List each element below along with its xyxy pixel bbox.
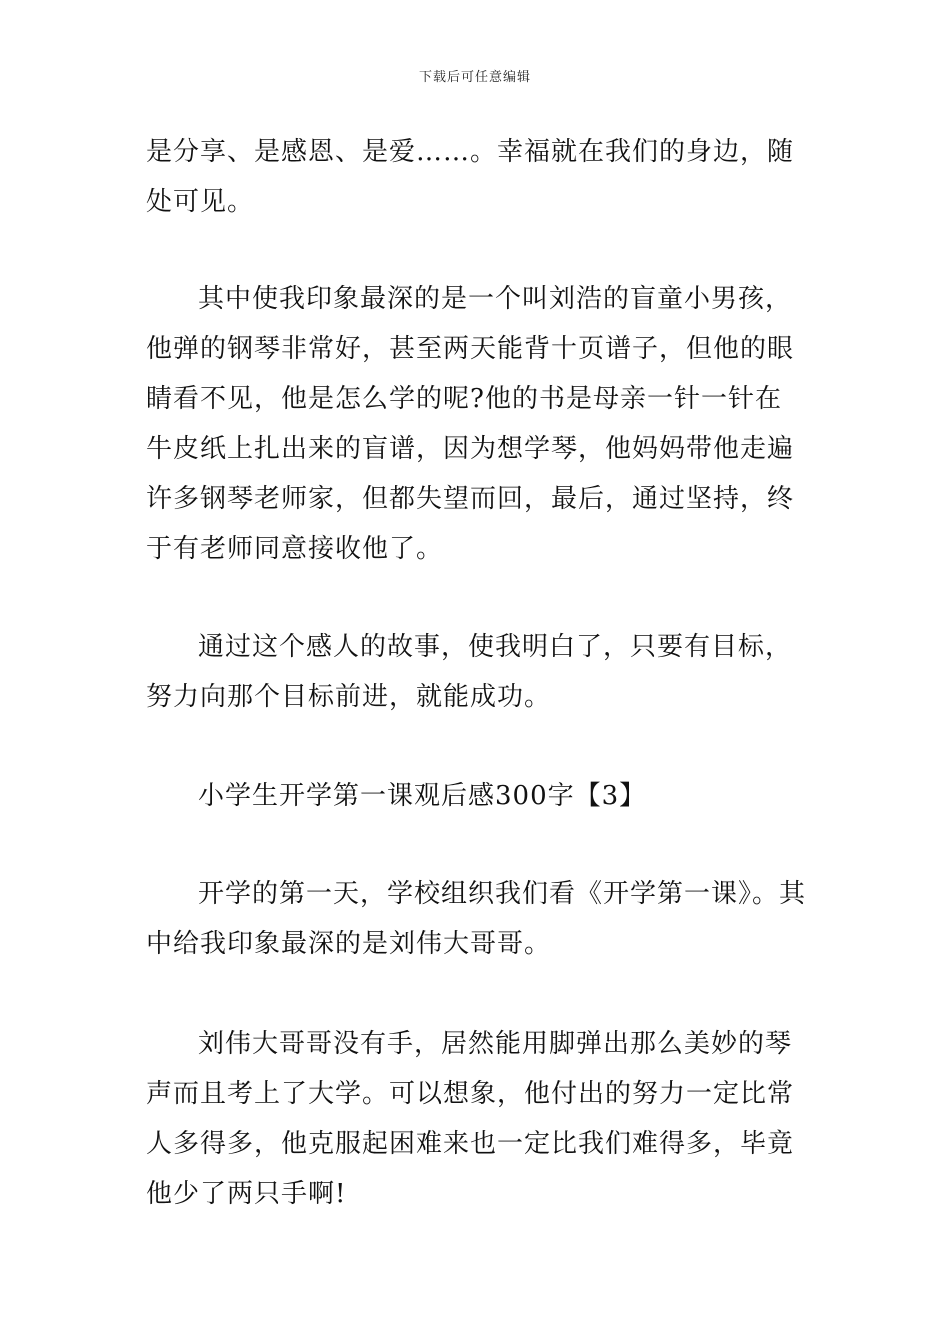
paragraph-liu-wei: 刘伟大哥哥没有手，居然能用脚弹出那么美妙的琴声而且考上了大学。可以想象，他付出的努力一定比常人多得多，他克服起困难来也一定比我们难得多，毕竟他少了两只手啊! [146,1029,795,1209]
paragraph-first-day: 开学的第一天，学校组织我们看《开学第一课》。其中给我印象最深的是刘伟大哥哥。 [146,879,807,959]
paragraph-liu-hao: 其中使我印象最深的是一个叫刘浩的盲童小男孩，他弹的钢琴非常好，甚至两天能背十页谱子，但他的眼睛看不见，他是怎么学的呢?他的书是母亲一针一针在牛皮纸上扎出来的盲谱，因为想学琴，他妈妈带他走遍许多钢琴老师家，但都失望而回，最后，通过坚持，终于有老师同意接收他了。 [146,284,795,564]
paragraph-happiness: 是分享、是感恩、是爱……。幸福就在我们的身边，随处可见。 [146,137,795,217]
section-heading: 小学生开学第一课观后感300字【3】 [198,781,647,811]
paragraph-lesson: 通过这个感人的故事，使我明白了，只要有目标，努力向那个目标前进，就能成功。 [146,632,793,712]
header-note: 下载后可任意编辑 [418,70,531,85]
